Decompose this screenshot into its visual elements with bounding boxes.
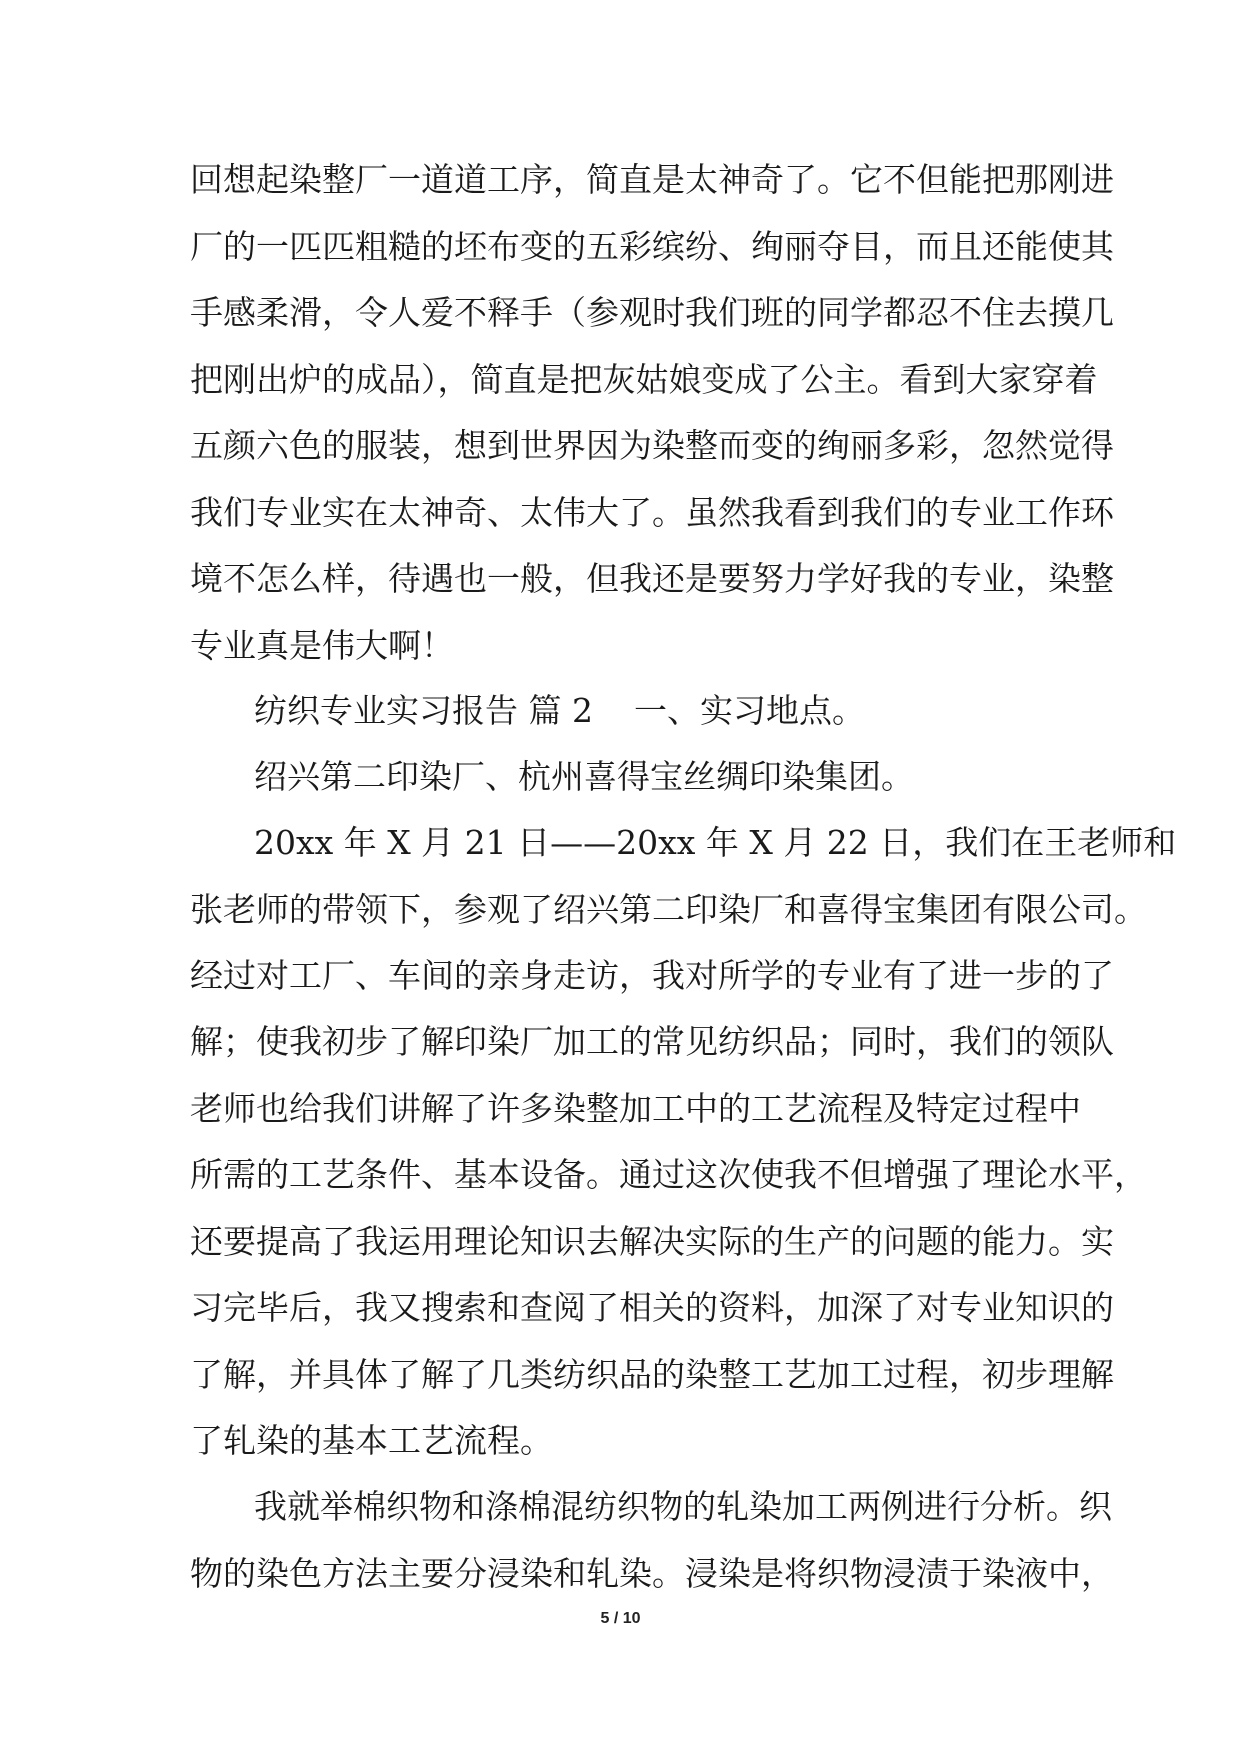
paragraph-2-line-7: 还要提高了我运用理论知识去解决实际的生产的问题的能力。实: [190, 1222, 1114, 1261]
paragraph-1-line-6: 我们专业实在太神奇、太伟大了。虽然我看到我们的专业工作环: [190, 493, 1114, 532]
paragraph-1-line-3: 手感柔滑，令人爱不释手（参观时我们班的同学都忍不住去摸几: [190, 293, 1114, 332]
paragraph-2-line-9: 了解，并具体了解了几类纺织品的染整工艺加工过程，初步理解: [190, 1355, 1114, 1394]
section-heading-title: 纺织专业实习报告 篇 2: [254, 691, 593, 730]
paragraph-3-line-2: 物的染色方法主要分浸染和轧染。浸染是将织物浸渍于染液中，: [190, 1554, 1114, 1593]
paragraph-2-line-8: 习完毕后，我又搜索和查阅了相关的资料，加深了对专业知识的: [190, 1288, 1114, 1327]
section-heading-subtitle: 一、实习地点。: [634, 691, 865, 730]
paragraph-1-line-7: 境不怎么样，待遇也一般，但我还是要努力学好我的专业，染整: [190, 559, 1114, 598]
paragraph-2-line-5: 老师也给我们讲解了许多染整加工中的工艺流程及特定过程中: [190, 1089, 1081, 1128]
paragraph-1-line-4: 把刚出炉的成品），简直是把灰姑娘变成了公主。看到大家穿着: [190, 360, 1098, 399]
page-number: 5 / 10: [600, 1610, 641, 1627]
paragraph-2-line-10: 了轧染的基本工艺流程。: [190, 1421, 553, 1460]
paragraph-1-line-5: 五颜六色的服装，想到世界因为染整而变的绚丽多彩，忽然觉得: [190, 426, 1114, 465]
paragraph-1-line-1: 回想起染整厂一道道工序，简直是太神奇了。它不但能把那刚进: [190, 160, 1114, 199]
paragraph-1-line-2: 厂的一匹匹粗糙的坯布变的五彩缤纷、绚丽夺目，而且还能使其: [190, 227, 1114, 266]
location-line: 绍兴第二印染厂、杭州喜得宝丝绸印染集团。: [254, 757, 914, 796]
paragraph-1-line-8: 专业真是伟大啊！: [190, 626, 454, 665]
paragraph-2-line-3: 经过对工厂、车间的亲身走访，我对所学的专业有了进一步的了: [190, 956, 1114, 995]
paragraph-2-line-2: 张老师的带领下，参观了绍兴第二印染厂和喜得宝集团有限公司。: [190, 890, 1147, 929]
paragraph-3-line-1: 我就举棉织物和涤棉混纺织物的轧染加工两例进行分析。织: [254, 1487, 1112, 1526]
paragraph-2-line-6: 所需的工艺条件、基本设备。通过这次使我不但增强了理论水平，: [190, 1155, 1147, 1194]
paragraph-2-line-4: 解；使我初步了解印染厂加工的常见纺织品；同时，我们的领队: [190, 1022, 1114, 1061]
paragraph-2-line-1: 20xx 年 X 月 21 日——20xx 年 X 月 22 日，我们在王老师和: [254, 823, 1177, 862]
